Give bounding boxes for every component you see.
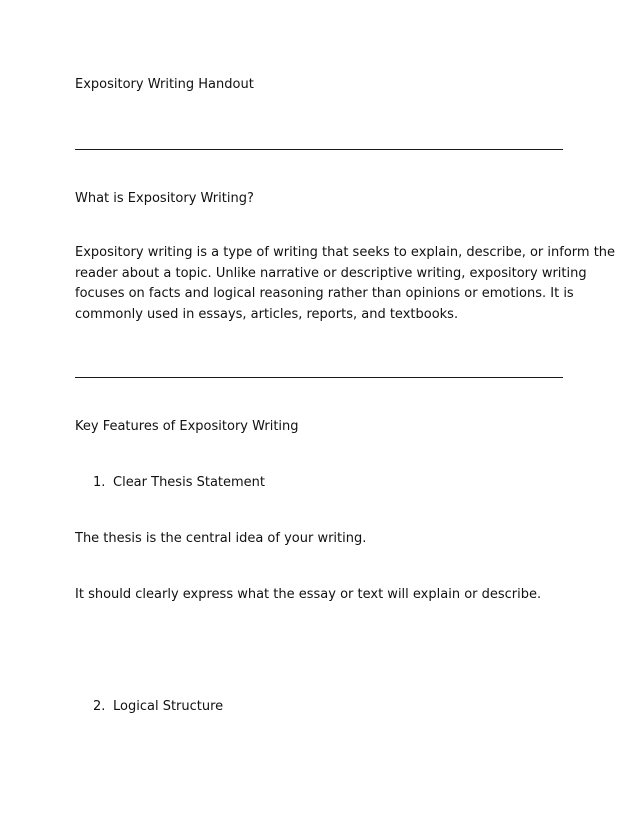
paragraph-line: reader about a topic. Unlike narrative or descriptive writing, expository writing (75, 265, 587, 281)
list-item-clear-thesis (93, 473, 265, 493)
list-item-number: 1. (93, 475, 106, 490)
paragraph-line: commonly used in essays, articles, reports, and textbooks. (75, 306, 459, 322)
list-item-number: 2. (93, 699, 106, 714)
list-item-label: Clear Thesis Statement (113, 475, 266, 490)
document-title: Expository Writing Handout (75, 77, 254, 92)
horizontal-divider (75, 149, 563, 150)
section-heading-key-features: Key Features of Expository Writing (75, 419, 299, 434)
paragraph-line: Expository writing is a type of writing that seeks to explain, describe, or inform the (75, 245, 616, 260)
thesis-description: The thesis is the central idea of your writing. (75, 531, 367, 546)
intro-paragraph (75, 243, 616, 325)
list-item-label: Logical Structure (113, 699, 224, 714)
thesis-explanation: It should clearly express what the essay or text will explain or describe. (75, 587, 542, 602)
list-item-logical-structure (93, 697, 223, 717)
paragraph-line: focuses on facts and logical reasoning rather than opinions or emotions. It is (75, 286, 574, 301)
horizontal-divider (75, 377, 563, 378)
section-heading-what-is: What is Expository Writing? (75, 191, 254, 206)
